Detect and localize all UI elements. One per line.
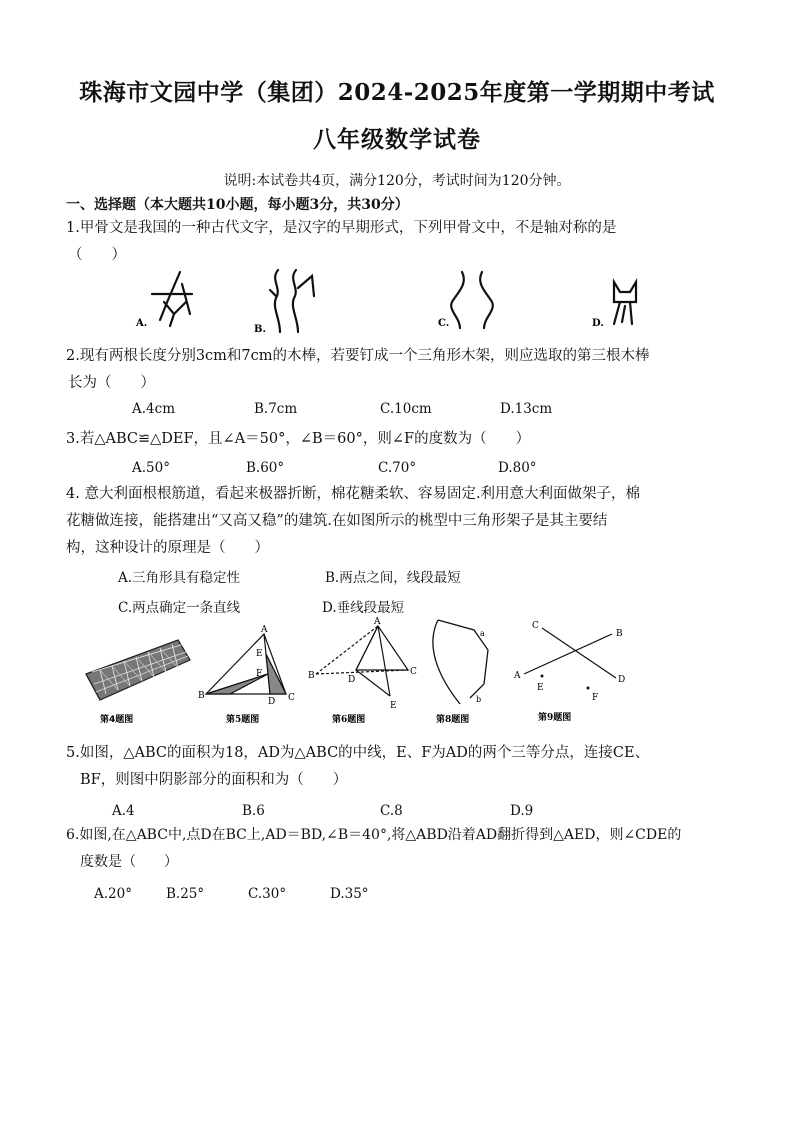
fig6-label-c: C	[410, 667, 417, 677]
q2-option-a: A.4cm	[132, 401, 175, 417]
fig9-label-f: F	[592, 693, 599, 703]
glyph-a-icon	[152, 272, 192, 326]
fig6-label-d: D	[348, 675, 356, 685]
fig9-label-c: C	[532, 621, 539, 631]
q4-option-c: C.两点确定一条直线	[118, 600, 241, 616]
fig9-point-e	[541, 675, 544, 678]
q5-option-d: D.9	[510, 803, 534, 819]
figures-row	[80, 614, 710, 726]
fig5-label-f: F	[256, 669, 263, 679]
option-b-label: B.	[254, 324, 266, 335]
caption-fig-8: 第8题图	[436, 715, 470, 725]
question-6	[66, 822, 746, 876]
q3-option-a: A.50°	[132, 460, 170, 476]
question-1	[66, 215, 730, 269]
q6-option-c: C.30°	[248, 886, 287, 902]
fig6-label-a: A	[374, 617, 381, 627]
question-5-text-cont: BF，则图中阴影部分的面积和为（ ）	[80, 772, 348, 788]
question-2-text-cont: 长为（ ）	[68, 375, 155, 391]
fig6-label-e: E	[390, 701, 397, 711]
question-6-text-cont: 度数是（ ）	[80, 854, 178, 870]
section-heading: 一、选择题（本大题共10小题，每小题3分，共30分）	[66, 197, 409, 213]
q4-option-a: A.三角形具有稳定性	[118, 570, 241, 586]
q5-option-a: A.4	[112, 803, 135, 819]
q2-option-c: C.10cm	[380, 401, 432, 417]
glyph-d-icon	[614, 282, 636, 324]
caption-fig-4: 第4题图	[100, 715, 134, 725]
fig8-label-b: b	[476, 695, 482, 704]
q3-option-d: D.80°	[498, 460, 537, 476]
fig5-label-c: C	[288, 693, 295, 703]
question-5	[66, 740, 730, 794]
q6-option-b: B.25°	[166, 886, 205, 902]
question-4-text: 4. 意大利面根根筋道，看起来极器折断，棉花糖柔软、容易固定.利用意大利面做架子，棉	[66, 486, 641, 502]
glyph-b-icon	[270, 270, 314, 332]
triangle-fold-fig6	[316, 626, 408, 696]
caption-fig-5: 第5题图	[226, 715, 260, 725]
caption-fig-6: 第6题图	[332, 715, 366, 725]
fig6-label-b: B	[308, 671, 315, 681]
caption-fig-9: 第9题图	[538, 713, 572, 723]
question-1-blank: （ ）	[68, 247, 126, 263]
option-c-label: C.	[438, 318, 450, 329]
fig5-label-a: A	[261, 625, 268, 635]
fig5-label-b: B	[198, 691, 205, 701]
q5-option-c: C.8	[380, 803, 403, 819]
fig9-point-f	[587, 687, 590, 690]
q6-option-a: A.20°	[94, 886, 132, 902]
q3-option-c: C.70°	[378, 460, 417, 476]
q4-option-d: D.垂线段最短	[322, 600, 405, 616]
option-d-label: D.	[592, 318, 604, 329]
q3-option-b: B.60°	[246, 460, 285, 476]
exam-instructions: 说明:本试卷共4页，满分120分，考试时间为120分钟。	[223, 173, 571, 189]
fig9-label-b: B	[616, 629, 623, 639]
fig9-label-d: D	[618, 675, 626, 685]
crossing-lines-fig9	[524, 628, 616, 678]
question-3-text: 3.若△ABC≌△DEF，且∠A＝50°，∠B＝60°，则∠F的度数为（ ）	[66, 431, 531, 447]
q6-option-d: D.35°	[330, 886, 369, 902]
glyph-c-icon	[451, 272, 493, 328]
question-1-text: 1.甲骨文是我国的一种古代文字，是汉字的早期形式，下列甲骨文中，不是轴对称的是	[66, 220, 617, 236]
question-3	[66, 426, 730, 453]
question-6-text: 6.如图,在△ABC中,点D在BC上,AD＝BD,∠B＝40°,将△ABD沿着AD翻折得到△AED，则∠CDE的	[66, 827, 682, 843]
q1-glyph-options	[130, 262, 650, 340]
fig9-label-a: A	[514, 671, 521, 681]
fig5-label-e: E	[256, 649, 263, 659]
exam-subtitle: 八年级数学试卷	[313, 126, 481, 153]
fig8-label-a: a	[480, 629, 485, 638]
option-a-label: A.	[136, 318, 148, 329]
question-2-text: 2.现有两根长度分别3cm和7cm的木棒，若要钉成一个三角形木架，则应选取的第三根木棒	[66, 348, 650, 364]
q2-option-d: D.13cm	[500, 401, 553, 417]
question-5-text: 5.如图，△ABC的面积为18，AD为△ABC的中线，E、F为AD的两个三等分点，连接CE、	[66, 745, 650, 761]
q4-option-b: B.两点之间，线段最短	[325, 570, 461, 586]
fig5-label-d: D	[268, 697, 276, 707]
question-4-text-cont: 花糖做连接，能搭建出“又高又稳”的建筑.在如图所示的桃型中三角形架子是其主要结	[66, 513, 608, 529]
exam-title: 珠海市文园中学（集团）2024-2025年度第一学期期中考试	[79, 79, 715, 106]
bridge-truss-figure	[86, 640, 190, 700]
fig9-label-e: E	[537, 683, 544, 693]
question-4-text-end: 构，这种设计的原理是（ ）	[66, 540, 269, 556]
q5-option-b: B.6	[242, 803, 265, 819]
q2-option-b: B.7cm	[254, 401, 298, 417]
question-2	[66, 343, 730, 397]
triangle-abc-fig5	[206, 634, 286, 694]
question-4	[66, 481, 730, 562]
